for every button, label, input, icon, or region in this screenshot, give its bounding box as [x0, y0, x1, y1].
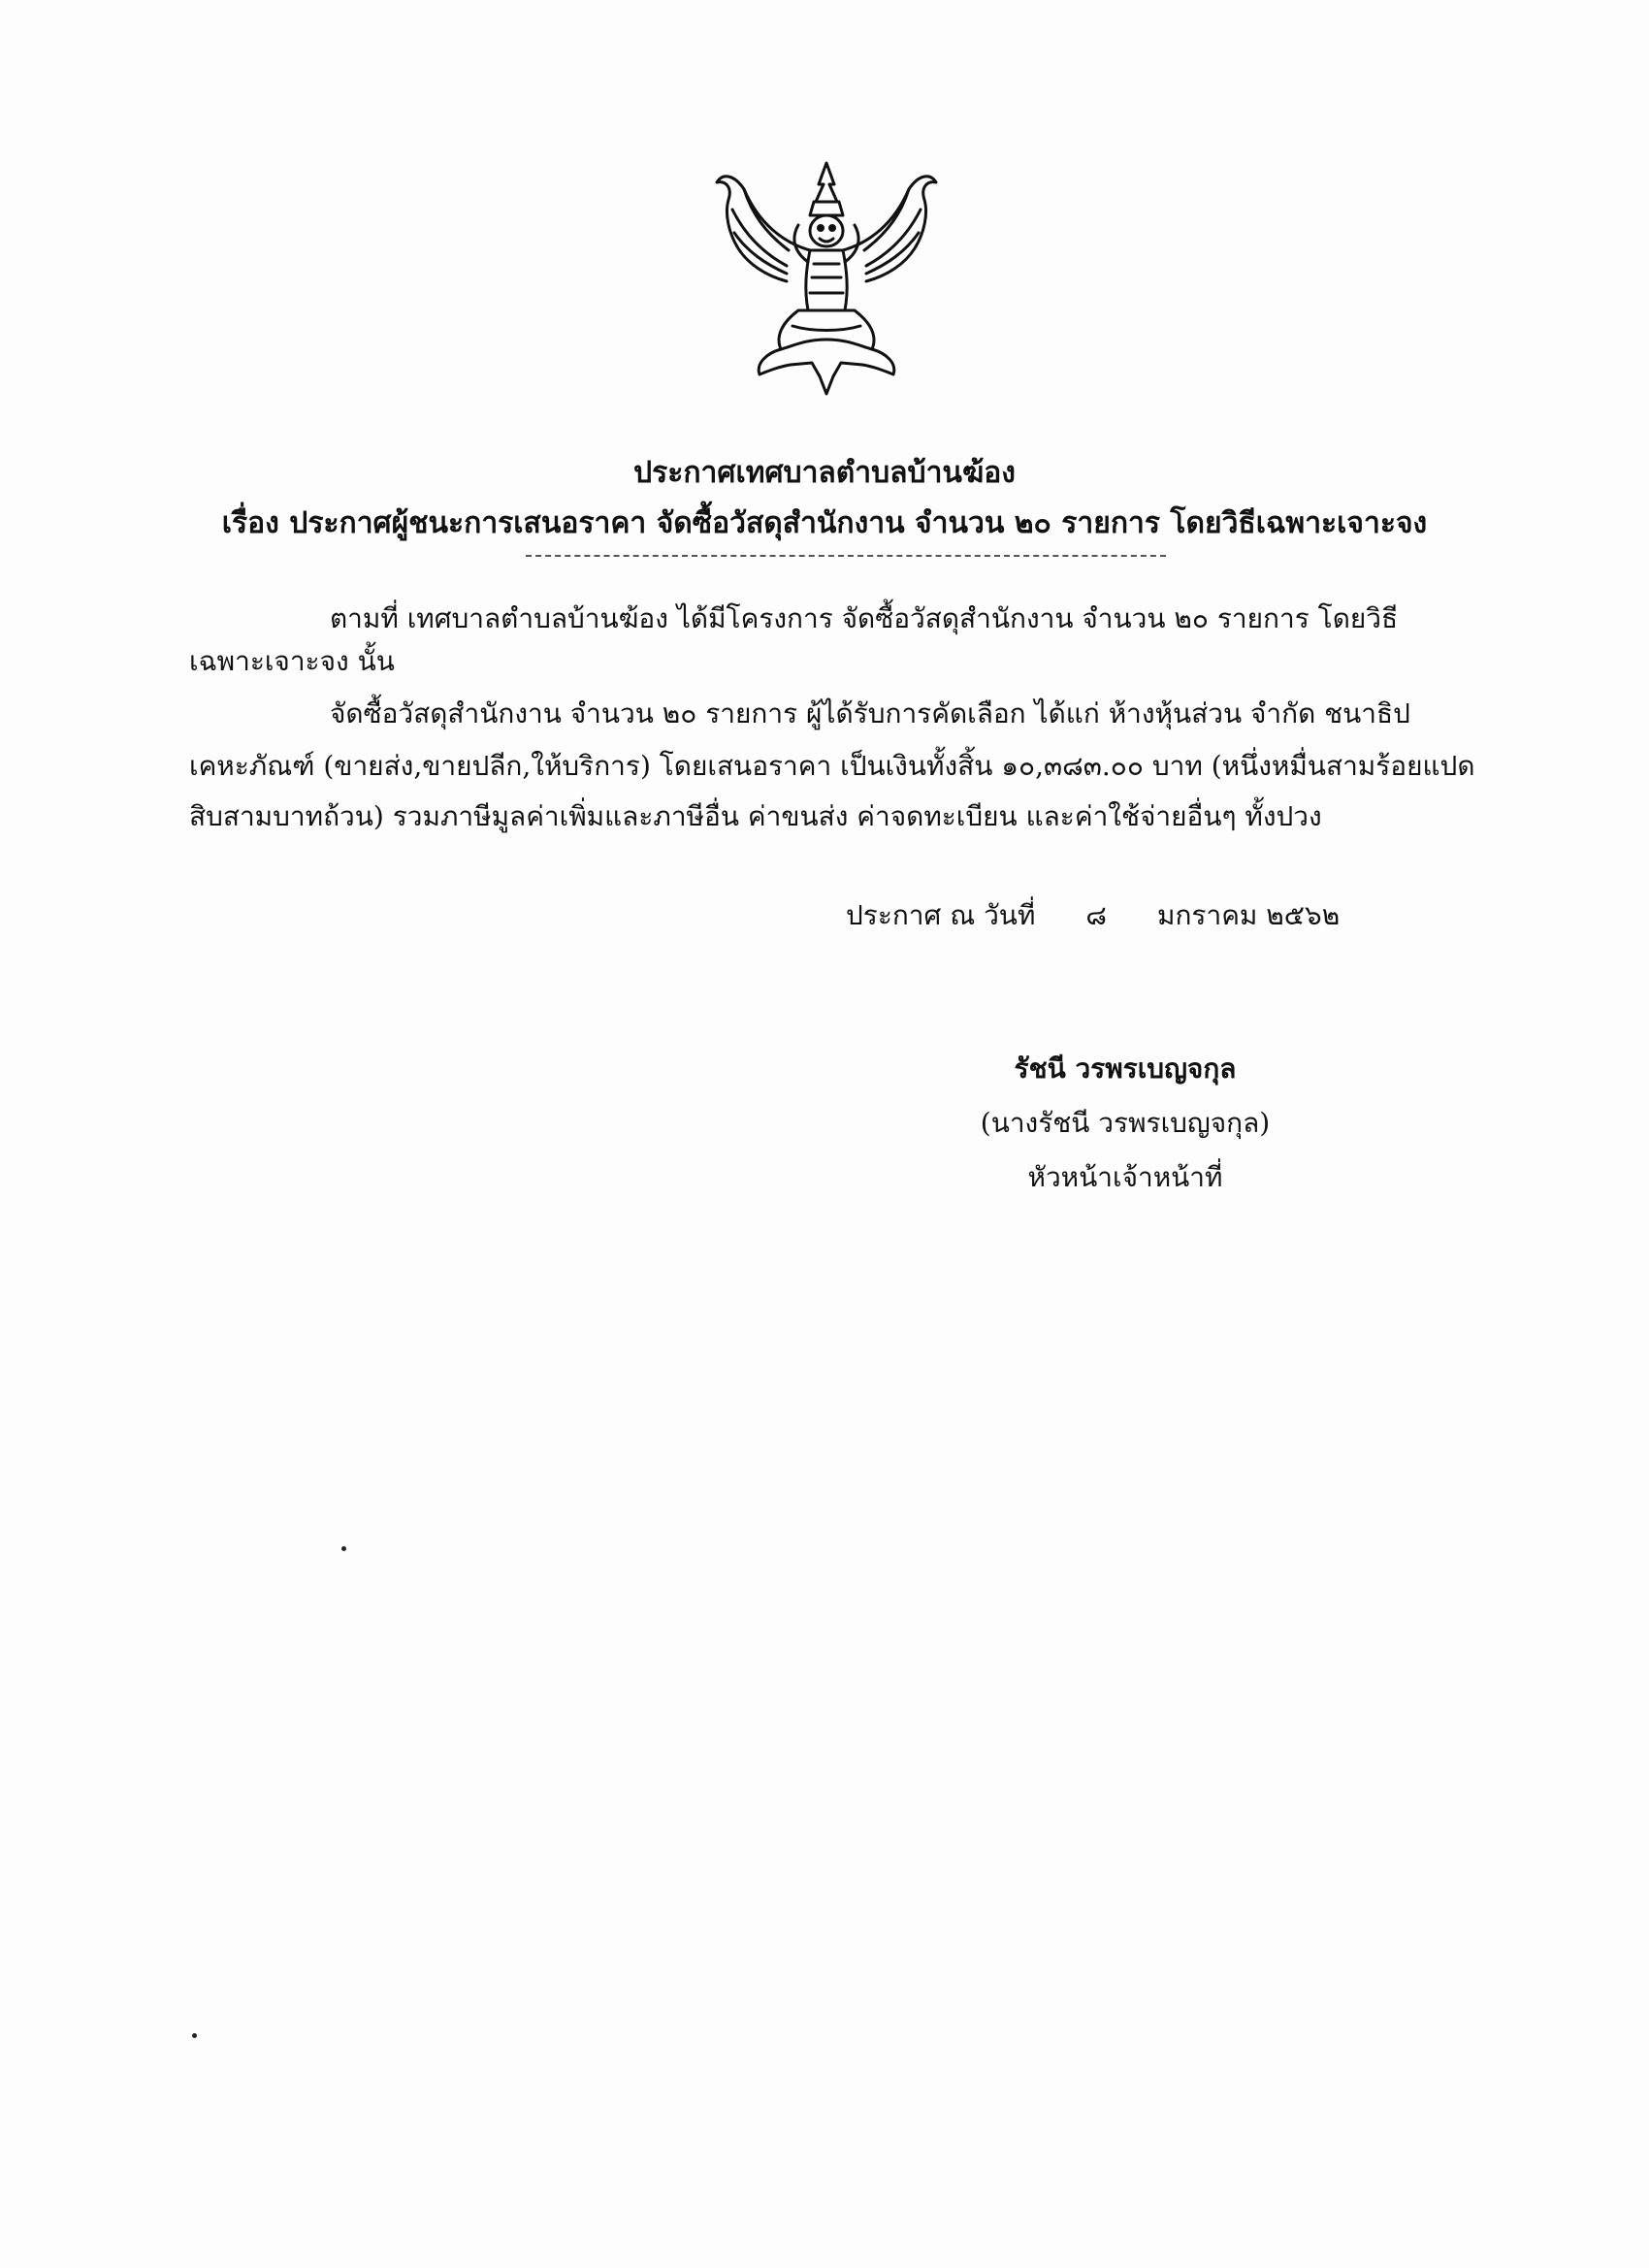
announcement-date [846, 896, 1340, 935]
announcement-subject: เรื่อง ประกาศผู้ชนะการเสนอราคา จัดซื้อวัสดุสำนักงาน จำนวน ๒๐ รายการ โดยวิธีเฉพาะเจาะจง [221, 506, 1428, 540]
paragraph-2-line-3: สิบสามบาทถ้วน) รวมภาษีมูลค่าเพิ่มและภาษีอื่น ค่าขนส่ง ค่าจดทะเบียน และค่าใช้จ่ายอื่นๆ ทั้งปวง [189, 800, 1322, 832]
signer-full-name: (นางรัชนี วรพรเบญจกุล) [980, 1107, 1271, 1139]
dashed-divider [526, 555, 1166, 557]
paragraph-2-line-1: จัดซื้อวัสดุสำนักงาน จำนวน ๒๐ รายการ ผู้ได้รับการคัดเลือก ได้แก่ ห้างหุ้นส่วน จำกัด ชนาธิป [330, 697, 1410, 729]
scan-speck [192, 2033, 197, 2038]
announcement-title: ประกาศเทศบาลตำบลบ้านฆ้อง [633, 456, 1016, 490]
date-day: ๘ [1085, 899, 1108, 931]
paragraph-1-line-2: เฉพาะเจาะจง นั้น [189, 645, 395, 677]
signer-position: หัวหน้าเจ้าหน้าที่ [1027, 1161, 1223, 1193]
garuda-emblem-icon [705, 155, 948, 398]
paragraph-1-line-1: ตามที่ เทศบาลตำบลบ้านฆ้อง ได้มีโครงการ จัดซื้อวัสดุสำนักงาน จำนวน ๒๐ รายการ โดยวิธี [330, 602, 1399, 634]
date-prefix: ประกาศ ณ วันที่ [846, 899, 1036, 931]
signer-name: รัชนี วรพรเบญจกุล [1014, 1053, 1237, 1085]
date-month-year: มกราคม ๒๕๖๒ [1157, 899, 1341, 931]
paragraph-2-line-2: เคหะภัณฑ์ (ขายส่ง,ขายปลีก,ให้บริการ) โดยเสนอราคา เป็นเงินทั้งสิ้น ๑๐,๓๘๓.๐๐ บาท (หนึ่งหมื่นสามร้อยแปด [189, 750, 1475, 782]
scan-speck [341, 1546, 346, 1551]
